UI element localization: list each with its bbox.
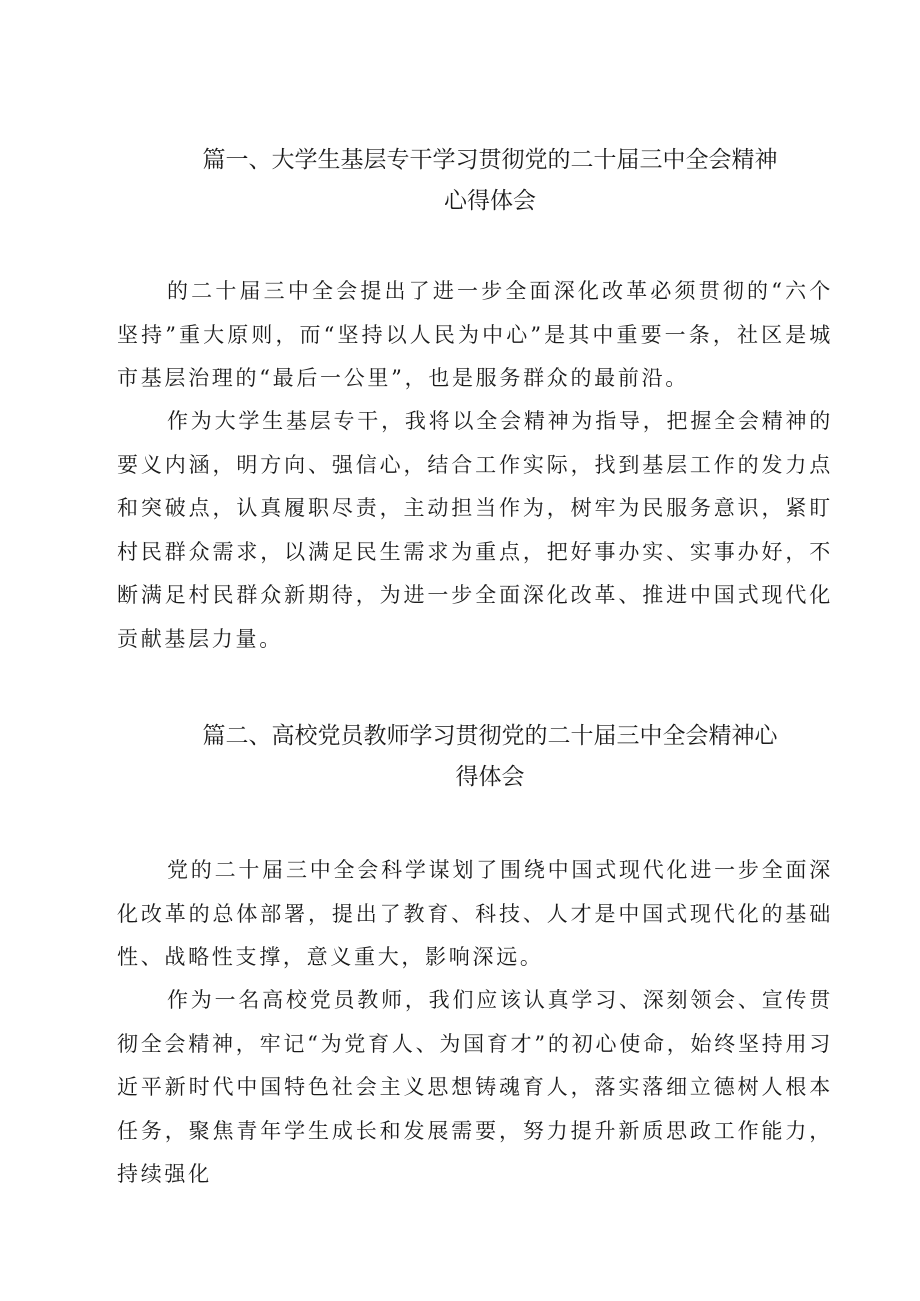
section-2-title [110,716,870,798]
section-2-title-line-2: 得体会 [455,764,525,790]
section-1-title-line-2: 心得体会 [444,188,536,214]
section-2-paragraph-2: 作为一名高校党员教师，我们应该认真学习、深刻领会、宣传贯彻全会精神，牢记“为党育人、为国育才”的初心使命，始终坚持用习近平新时代中国特色社会主义思想铸魂育人，落实落细立德树人根本任务，聚焦青年学生成长和发展需要，努力提升新质思政工作能力，持续强化 [117,988,833,1186]
section-1-paragraph-1: 的二十届三中全会提出了进一步全面深化改革必须贯彻的“六个坚持”重大原则，而“坚持以人民为中心”是其中重要一条，社区是城市基层治理的“最后一公里”，也是服务群众的最前沿。 [117,279,833,390]
section-1-title [110,140,870,222]
section-1-paragraph-2: 作为大学生基层专干，我将以全会精神为指导，把握全会精神的要义内涵，明方向、强信心，结合工作实际，找到基层工作的发力点和突破点，认真履职尽责，主动担当作为，树牢为民服务意识，紧盯村民群众需求，以满足民生需求为重点，把好事办实、实事办好，不断满足村民群众新期待，为进一步全面深化改革、推进中国式现代化贡献基层力量。 [117,409,833,651]
section-2-paragraph-1: 党的二十届三中全会科学谋划了围绕中国式现代化进一步全面深化改革的总体部署，提出了教育、科技、人才是中国式现代化的基础性、战略性支撑，意义重大，影响深远。 [117,858,833,969]
section-1-title-line-1: 篇一、大学生基层专干学习贯彻党的二十届三中全会精神 [202,147,778,173]
section-2-title-line-1: 篇二、高校党员教师学习贯彻党的二十届三中全会精神心 [202,723,778,749]
